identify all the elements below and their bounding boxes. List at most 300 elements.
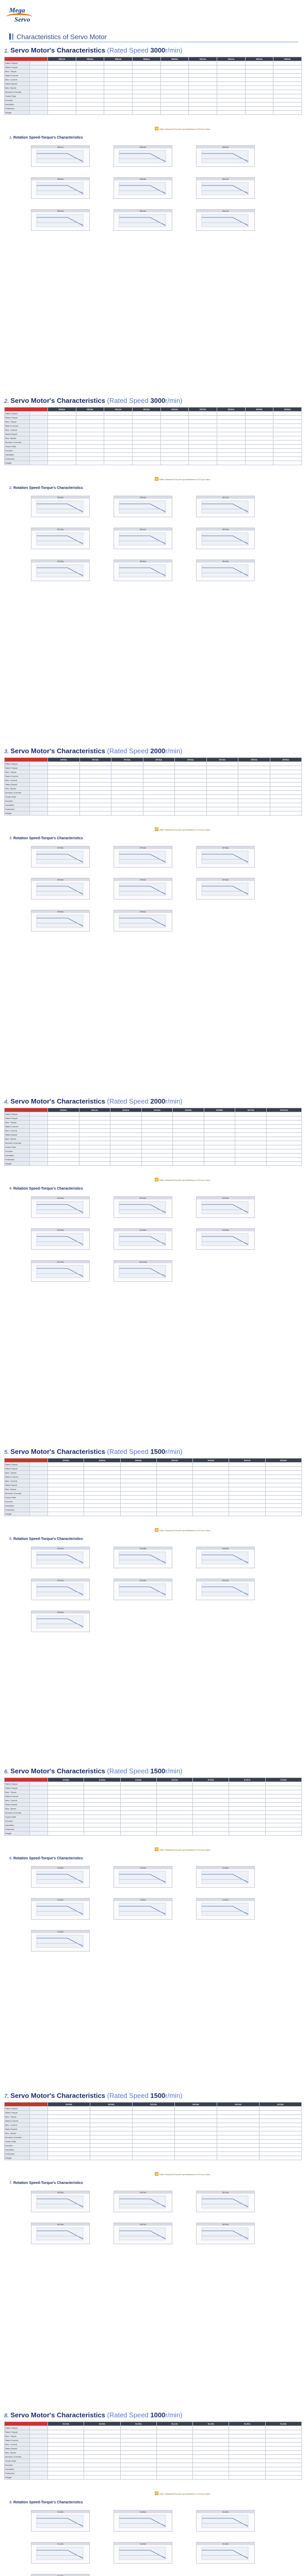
spec-table [4,1458,302,1516]
table-cell [266,1149,301,1154]
table-cell [84,2471,120,2476]
graph-area [202,2196,248,2208]
table-cell [273,78,302,82]
table-cell [104,449,133,453]
table-cell [84,1504,120,1508]
table-cell [48,1827,84,1832]
table-cell [48,436,76,440]
speed-torque-graph [114,209,172,231]
table-cell [84,2463,120,2467]
table-cell [189,461,217,465]
table-cell [120,2476,156,2480]
table-cell [173,1137,204,1141]
table-row [5,449,302,453]
section-number: 3. [4,749,9,755]
row-label: Weight [5,1832,30,1836]
table-cell [270,770,302,774]
table-cell [245,436,273,440]
graph-model-label: SE35A [114,560,172,563]
table-cell [90,2152,133,2156]
model-header-cell: SF05A [48,758,80,762]
row-unit [30,1504,48,1508]
table-cell [206,766,238,770]
rated-speed: (Rated Speed 3000r/min) [107,397,183,404]
table-row [5,1487,302,1492]
row-unit [30,1811,48,1815]
speed-torque-graph [31,1547,90,1568]
warning-text: Refer Standard Encoder specifications in 62 if you have. [159,828,211,831]
table-cell [160,94,189,98]
speed-torque-graph [114,1196,172,1218]
table-cell [235,1158,267,1162]
table-header-row [5,2422,302,2426]
table-cell [48,2144,90,2148]
table-cell [133,2156,175,2160]
rated-speed: (Rated Speed 2000r/min) [107,747,183,755]
row-label: Max. Torque [5,420,30,424]
table-cell [189,103,217,107]
table-cell [217,70,245,74]
row-unit [30,78,48,82]
graph-model-label: SH06A [114,1547,172,1550]
table-cell [273,449,302,453]
graph-area [37,1616,83,1628]
table-cell [90,2107,133,2111]
table-cell [270,807,302,811]
table-cell [79,1154,110,1158]
row-label: Encoder [5,98,30,103]
table-cell [245,82,273,86]
table-cell [265,1483,301,1487]
table-cell [235,1125,267,1129]
row-unit [30,2467,48,2471]
table-cell [141,1116,173,1121]
row-unit [30,774,48,778]
table-cell [111,791,143,795]
table-cell [273,90,302,94]
warning-text: Refer Standard Encoder specifications in 62 if you have. [159,128,211,130]
graph-plot [197,563,254,581]
table-cell [48,1508,84,1512]
page-header [0,0,307,41]
table-cell [141,1112,173,1116]
table-cell [265,2443,301,2447]
speed-torque-subtitle [9,1857,83,1860]
table-cell [193,2438,229,2443]
table-cell [217,90,245,94]
graph-model-label: SJ05A [31,1867,89,1869]
row-unit [30,807,48,811]
subtitle-text: Rotation Speed-Torque's Characteristics [13,2501,83,2504]
row-unit [30,2127,48,2131]
table-cell [120,1483,156,1487]
row-unit [30,457,48,461]
table-cell [76,420,104,424]
table-cell [48,107,76,111]
table-cell [266,1116,301,1121]
speed-torque-graph [114,2542,172,2564]
graph-area [202,2228,248,2240]
table-cell [173,1133,204,1137]
table-cell [84,2476,120,2480]
table-cell [48,807,80,811]
table-cell [48,1504,84,1508]
graph-plot [31,1263,89,1281]
table-cell [48,787,80,791]
table-cell [90,2148,133,2152]
graph-area [119,883,166,895]
row-label: Rated Speed [5,783,30,787]
table-row [5,86,302,90]
row-unit [30,1129,48,1133]
table-cell [120,1799,156,1803]
table-cell [79,766,111,770]
graph-area [202,565,248,577]
model-header-cell: SL40A [265,2422,301,2426]
model-header-cell: SL20A [193,2422,229,2426]
table-cell [235,1149,267,1154]
model-header-cell: SG20A [110,1108,142,1112]
table-cell [229,1823,265,1827]
table-row [5,94,302,98]
table-cell [141,1145,173,1149]
table-cell [141,1125,173,1129]
row-label: Rated Current [5,2119,30,2123]
row-label: Weight [5,2476,30,2480]
table-cell [229,2430,265,2434]
model-header-cell: SE35A [245,408,273,412]
graph-model-label: SJ45A [31,1930,89,1933]
row-label: Max. Current [5,428,30,432]
model-header-cell: SH30A [265,1459,301,1463]
table-cell [90,2115,133,2119]
graph-plot [114,2194,172,2212]
graph-model-label: SE09A [114,496,172,499]
speed-torque-graph [114,496,172,517]
table-cell [48,774,80,778]
table-cell [193,2434,229,2438]
table-cell [120,1504,156,1508]
row-label: Insulation [5,1823,30,1827]
table-cell [120,1487,156,1492]
table-cell [110,1129,142,1133]
table-cell [229,2476,265,2480]
table-cell [133,2107,175,2111]
row-label: Rated Torque [5,1116,30,1121]
subtitle-number: 5. [9,1537,12,1541]
table-cell [265,2463,301,2467]
graph-area [202,150,248,163]
row-label: Protection [5,1158,30,1162]
row-unit [30,1500,48,1504]
table-cell [238,783,270,787]
row-label: Power Rate [5,1815,30,1819]
table-cell [84,1823,120,1827]
model-header-cell: SE06A [48,408,76,412]
row-unit [30,2430,48,2434]
table-cell [206,787,238,791]
table-cell [110,1133,142,1137]
graph-area [119,1552,166,1564]
speed-torque-graph [196,2191,255,2212]
table-cell [193,1790,229,1794]
table-cell [217,428,245,432]
row-unit [30,2156,48,2160]
graph-area [202,1201,248,1214]
row-label: Insulation [5,103,30,107]
table-header-cell [5,408,48,412]
table-cell [156,1500,192,1504]
table-cell [217,2123,260,2127]
table-cell [193,2430,229,2434]
table-cell [266,1158,301,1162]
graph-plot [114,913,172,931]
table-row [5,1811,302,1815]
table-cell [273,65,302,70]
table-cell [245,86,273,90]
table-cell [273,445,302,449]
table-cell [175,803,207,807]
table-cell [235,1112,267,1116]
table-cell [189,420,217,424]
table-cell [48,74,76,78]
graph-plot [31,849,89,867]
table-cell [120,1827,156,1832]
table-cell [84,2443,120,2447]
table-cell [79,1129,110,1133]
table-cell [48,457,76,461]
model-header-cell: SH15A [193,1459,229,1463]
table-cell [175,2131,217,2136]
graph-area [202,533,248,545]
table-cell [193,2476,229,2480]
graph-model-label: SJ10A [114,1867,172,1869]
table-cell [84,1782,120,1786]
table-row [5,795,302,799]
table-cell [175,778,207,783]
table-cell [229,1475,265,1479]
speed-torque-subtitle [9,2501,83,2504]
model-header-cell: SH03A [48,1459,84,1463]
mega-servo-logo [5,3,34,32]
table-header-row [5,57,302,61]
table-cell [141,1141,173,1145]
table-cell [84,1483,120,1487]
graph-plot [31,1901,89,1919]
row-label: Max. Speed [5,86,30,90]
graph-model-label: SE45A [197,560,254,563]
table-cell [160,90,189,94]
table-cell [193,2463,229,2467]
section-title-text: Servo Motor's Characteristics [10,46,107,54]
table-cell [270,762,302,766]
table-cell [79,1141,110,1145]
subtitle-number: 3. [9,837,12,840]
logo-servo: Servo [14,15,30,23]
spec-table [4,2102,302,2160]
table-cell [217,2140,260,2144]
model-header-cell: SF60A [270,758,302,762]
table-cell [143,787,175,791]
row-unit [30,428,48,432]
speed-torque-graph [196,2223,255,2244]
logo-mega: Mega [9,6,25,14]
table-cell [84,1790,120,1794]
table-row [5,2430,302,2434]
table-cell [175,2115,217,2119]
row-label: Weight [5,2156,30,2160]
table-cell [156,1827,192,1832]
table-cell [90,2119,133,2123]
table-cell [189,74,217,78]
table-cell [245,111,273,115]
model-header-cell: SB08A [160,57,189,61]
graph-plot [197,1901,254,1919]
table-cell [48,420,76,424]
table-cell [193,1786,229,1790]
row-unit [30,1471,48,1475]
row-unit [30,2438,48,2443]
graph-model-label: SK09A [114,2191,172,2194]
table-cell [48,1141,79,1145]
table-cell [104,78,133,82]
speed-torque-graph [196,2542,255,2564]
table-cell [189,107,217,111]
table-cell [175,2119,217,2123]
table-row [5,1467,302,1471]
row-unit [30,1141,48,1145]
model-header-cell: SJ37A [229,1778,265,1782]
graph-plot [114,849,172,867]
graph-area [37,883,83,895]
table-cell [90,2127,133,2131]
graph-model-label: SL09A [197,2511,254,2513]
table-cell [156,1807,192,1811]
table-cell [48,440,76,445]
graph-model-label: SB10A [197,178,254,180]
row-label: Rated Output [5,412,30,416]
table-cell [273,111,302,115]
graph-plot [31,1199,89,1217]
table-cell [48,2434,84,2438]
model-header-cell: SE30A [217,408,245,412]
table-cell [238,803,270,807]
table-cell [84,1479,120,1483]
table-cell [120,1496,156,1500]
table-cell [175,2156,217,2160]
row-label: Rated Speed [5,1803,30,1807]
table-cell [273,453,302,457]
table-cell [156,1512,192,1516]
graph-area [119,2228,166,2240]
row-unit [30,2451,48,2455]
graph-plot [114,1582,172,1600]
graph-area [37,1201,83,1214]
speed-torque-graph [114,145,172,167]
table-row [5,1471,302,1475]
graph-area [37,2547,83,2560]
table-cell [76,65,104,70]
table-row [5,2107,302,2111]
table-cell [110,1162,142,1166]
table-cell [273,86,302,90]
table-cell [48,783,80,787]
table-cell [104,86,133,90]
table-cell [79,1121,110,1125]
table-cell [79,774,111,778]
row-label: Max. Current [5,1799,30,1803]
table-cell [48,1145,79,1149]
table-cell [120,1823,156,1827]
speed-torque-graph [31,1228,90,1250]
table-cell [143,774,175,778]
table-cell [193,1508,229,1512]
table-row [5,1504,302,1508]
table-cell [48,424,76,428]
row-label: Rated Speed [5,1133,30,1137]
table-row [5,1158,302,1162]
table-cell [84,1799,120,1803]
table-cell [48,1125,79,1129]
graph-model-label: SG75A [31,1261,89,1263]
row-label: Rated Output [5,762,30,766]
table-cell [204,1145,235,1149]
table-row [5,787,302,791]
row-label: Max. Torque [5,1471,30,1475]
table-cell [193,1479,229,1483]
warning-icon [155,827,158,831]
row-label: Rated Torque [5,2111,30,2115]
graph-area [202,214,248,227]
table-cell [193,1500,229,1504]
graph-area [37,2228,83,2240]
table-cell [175,2136,217,2140]
table-cell [189,86,217,90]
table-cell [245,457,273,461]
table-cell [133,2136,175,2140]
table-cell [143,807,175,811]
model-header-cell: SG110A [266,1108,301,1112]
table-row [5,2438,302,2443]
table-cell [111,787,143,791]
row-label: Max. Torque [5,1790,30,1794]
table-cell [229,2426,265,2430]
graph-area [37,1903,83,1916]
table-cell [111,799,143,803]
table-cell [143,795,175,799]
table-row [5,2144,302,2148]
graph-area [202,1233,248,1246]
table-cell [156,1492,192,1496]
table-cell [84,1794,120,1799]
row-unit [30,90,48,94]
table-cell [79,1137,110,1141]
table-cell [120,1832,156,1836]
subtitle-text: Rotation Speed-Torque's Characteristics [13,2181,83,2185]
table-cell [229,1807,265,1811]
table-row [5,1129,302,1133]
table-row [5,1815,302,1819]
table-cell [217,82,245,86]
spec-table [4,57,302,115]
section-title [4,2092,183,2099]
table-row [5,1149,302,1154]
row-unit [30,2455,48,2459]
table-cell [217,449,245,453]
table-cell [48,1496,84,1500]
table-cell [132,70,160,74]
row-label: Rated Torque [5,416,30,420]
